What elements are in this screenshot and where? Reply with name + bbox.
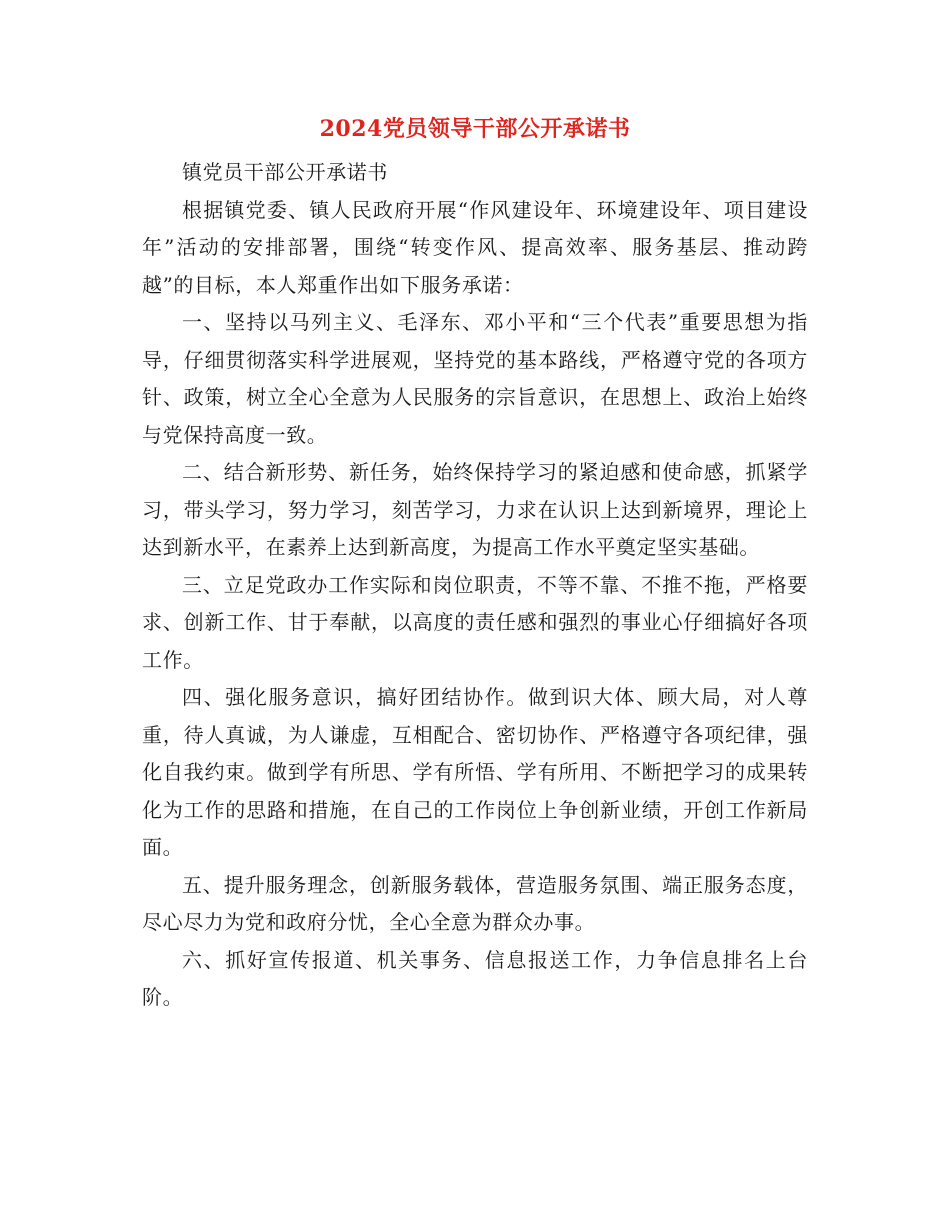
commitment-paragraph-4: 四、强化服务意识，搞好团结协作。做到识大体、顾大局，对人尊重，待人真诚，为人谦虚，互相配合、密切协作、严格遵守各项纪律，强化自我约束。做到学有所思、学有所悟、学有所用、不断把学习的成果转化为工作的思路和措施，在自己的工作岗位上争创新业绩，开创工作新局面。 — [142, 685, 808, 859]
commitment-paragraph-1: 一、坚持以马列主义、毛泽东、邓小平和“三个代表”重要思想为指导，仔细贯彻落实科学进展观，坚持党的基本路线，严格遵守党的各项方针、政策，树立全心全意为人民服务的宗旨意识，在思想上、政治上始终与党保持高度一致。 — [142, 310, 808, 447]
commitment-paragraph-5: 五、提升服务理念，创新服务载体，营造服务氛围、端正服务态度，尽心尽力为党和政府分忧，全心全意为群众办事。 — [142, 872, 808, 934]
commitment-paragraph-2: 二、结合新形势、新任务，始终保持学习的紧迫感和使命感，抓紧学习，带头学习，努力学习，刻苦学习，力求在认识上达到新境界，理论上达到新水平，在素养上达到新高度，为提高工作水平奠定坚实基础。 — [142, 460, 808, 559]
document-title: 2024党员领导干部公开承诺书 — [319, 116, 631, 142]
intro-paragraph: 根据镇党委、镇人民政府开展“作风建设年、环境建设年、项目建设年”活动的安排部署，围绕“转变作风、提高效率、服务基层、推动跨越”的目标，本人郑重作出如下服务承诺： — [142, 197, 808, 297]
commitment-paragraph-6: 六、抓好宣传报道、机关事务、信息报送工作，力争信息排名上台阶。 — [142, 947, 808, 1009]
commitment-paragraph-3: 三、立足党政办工作实际和岗位职责，不等不靠、不推不拖，严格要求、创新工作、甘于奉献，以高度的责任感和强烈的事业心仔细搞好各项工作。 — [142, 572, 808, 672]
subtitle-paragraph: 镇党员干部公开承诺书 — [182, 160, 388, 184]
document-body — [142, 154, 808, 1017]
